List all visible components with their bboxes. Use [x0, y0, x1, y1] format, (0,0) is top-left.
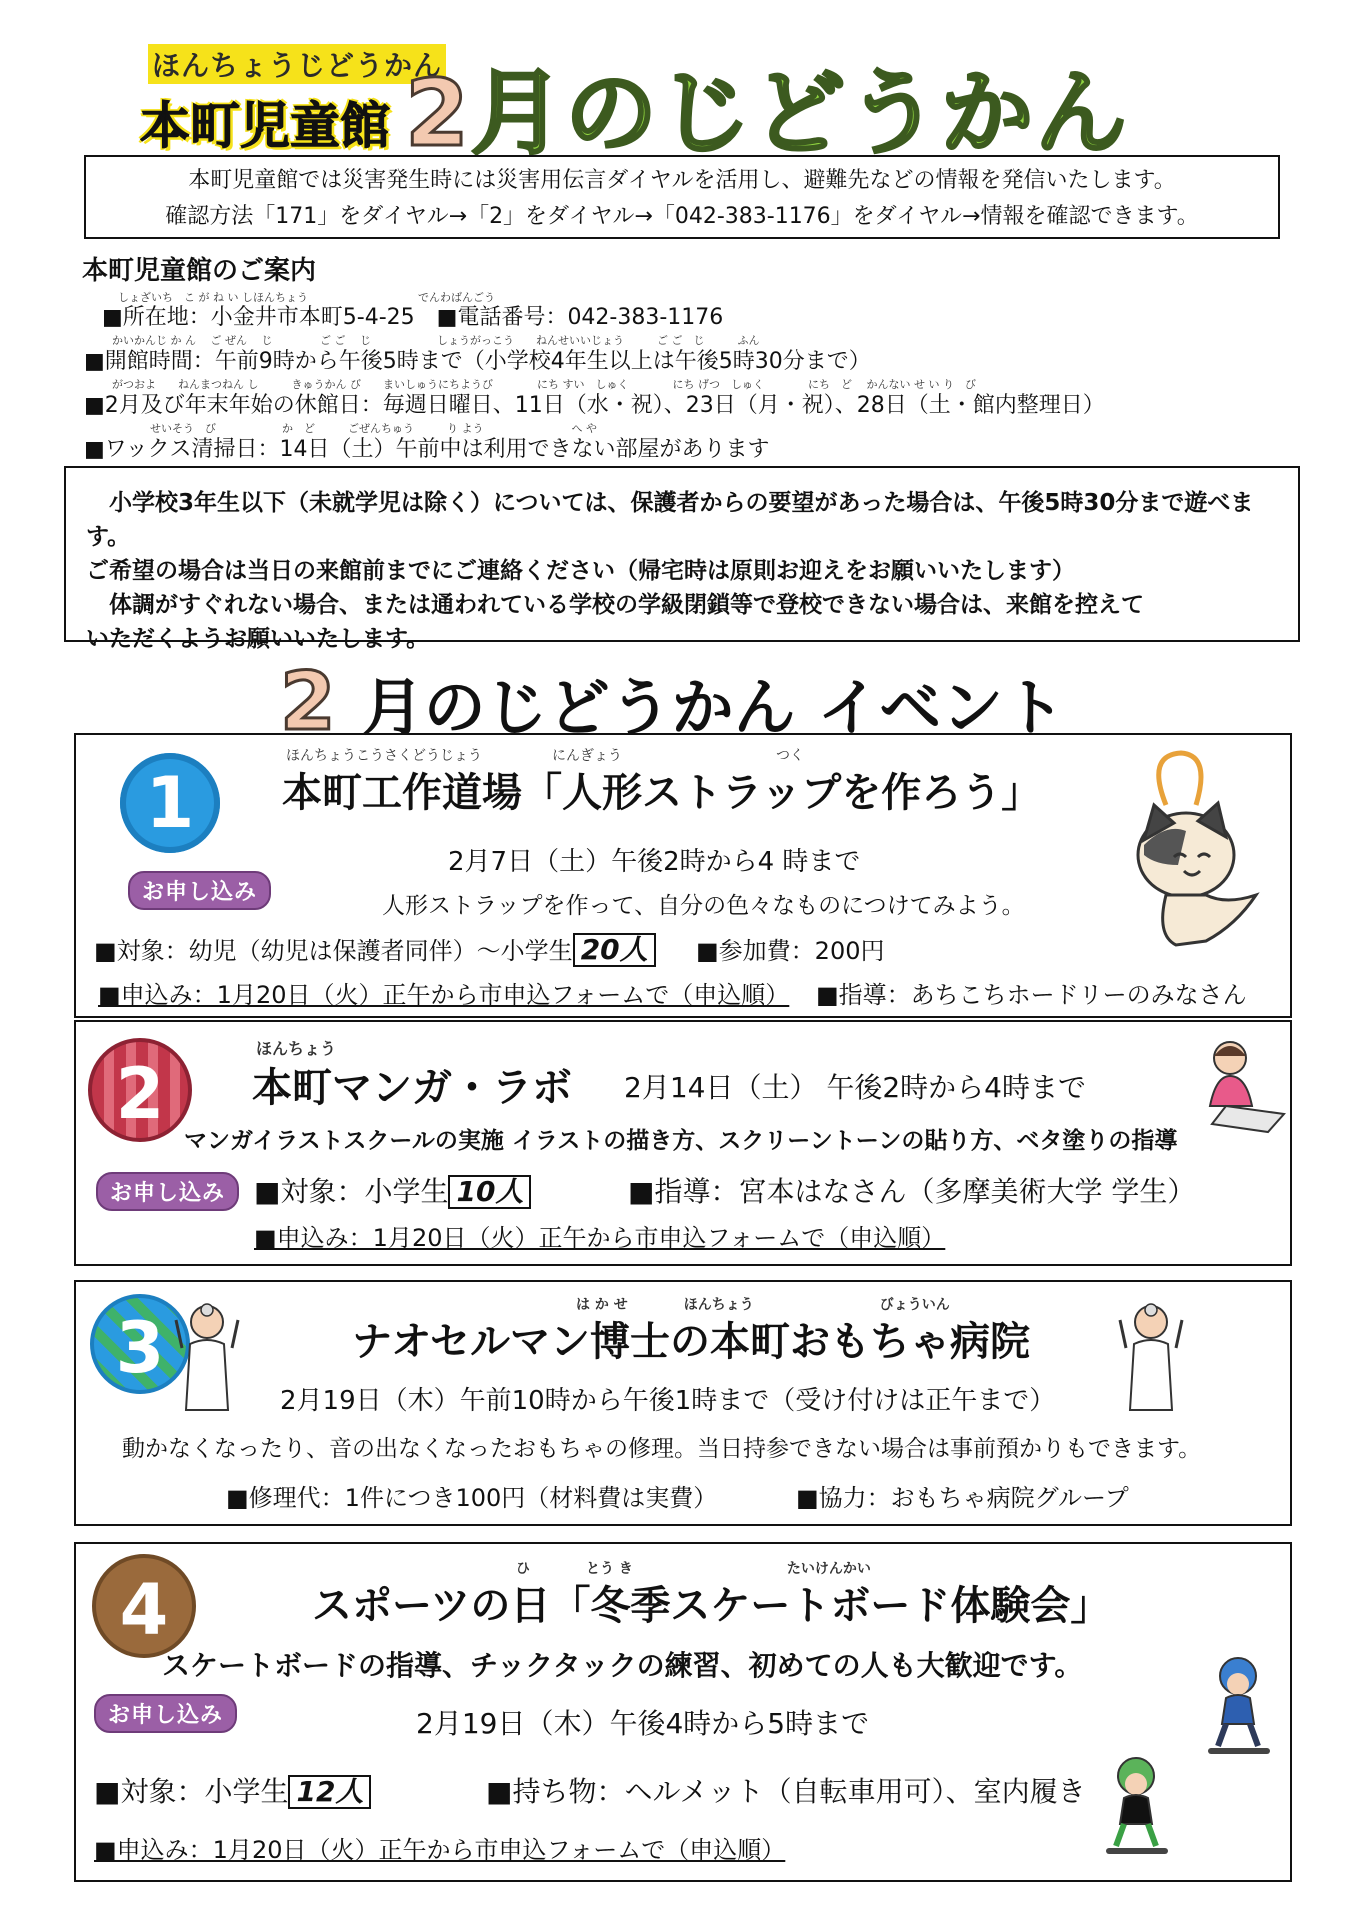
- event-1-title-ruby: ほんちょうこうさくどうじょう にんぎょう つく: [286, 748, 804, 764]
- event-2-box: [74, 1020, 1292, 1266]
- pickup-notice-line3: 体調がすぐれない場合、または通われている学校の学級閉鎖等で登校できない場合は、来館を控えて: [86, 592, 1144, 618]
- info-ruby-3: がつおよ ねんまつねん し きゅうかん び まいしゅうにちようび にち すい しゅく にち げつ しゅく にち ど かんない せ い り び: [112, 378, 976, 391]
- event-3-fee: ■修理代：1件につき100円（材料費は実費）: [226, 1484, 718, 1512]
- event-4-date: 2月19日（木）午後4時から5時まで: [416, 1707, 870, 1740]
- info-title: 本町児童館のご案内: [82, 256, 317, 286]
- page-title: [405, 40, 1129, 172]
- event-1-fee: ■参加費：200円: [696, 937, 885, 965]
- disaster-notice: [84, 155, 1280, 239]
- cat-strap-illustration: [1126, 745, 1276, 955]
- skateboarder-illustration-2: [1096, 1754, 1176, 1864]
- event-1-target: [94, 931, 656, 967]
- event-2-apply-text: ■申込み：1月20日（火）正午から市申込フォームで（申込順）: [254, 1224, 946, 1252]
- info-ruby-1: しょざいち こ が ね い しほんちょう でんわばんごう: [118, 291, 495, 304]
- events-title-text: 月のじどうかん イベント: [361, 671, 1066, 744]
- event-2-apply-badge: お申し込み: [96, 1172, 239, 1211]
- event-4-items: ■持ち物：ヘルメット（自転車用可）、室内履き: [486, 1775, 1086, 1808]
- doctor-illustration-left: [172, 1300, 242, 1420]
- event-2-apply: [254, 1218, 945, 1253]
- event-4-apply-text: ■申込み：1月20日（火）正午から市申込フォームで（申込順）: [94, 1836, 786, 1864]
- event-4-number-icon: 4: [92, 1554, 196, 1658]
- doctor-illustration-right: [1116, 1300, 1186, 1420]
- pickup-notice-line1: 小学校3年生以下（未就学児は除く）については、保護者からの要望があった場合は、午後5時30分まで遊べます。: [86, 490, 1254, 550]
- info-wax-day: ■ワックス清掃日：14日（土）午前中は利用できない部屋があります: [84, 437, 770, 462]
- event-2-guide: ■指導：宮本はなさん（多摩美術大学 学生）: [628, 1175, 1196, 1208]
- event-4-target-label: ■対象：小学生: [94, 1775, 289, 1808]
- event-1-number-icon: 1: [120, 753, 220, 853]
- event-3-number-icon: 3: [90, 1294, 190, 1394]
- pickup-notice: [64, 466, 1300, 652]
- event-4-capacity: 12人: [288, 1775, 371, 1809]
- event-2-target-label: ■対象：小学生: [254, 1175, 449, 1208]
- event-2-title-ruby: ほんちょう: [256, 1039, 337, 1058]
- page-title-number: 2: [405, 60, 472, 167]
- event-4-apply-badge: お申し込み: [94, 1694, 237, 1733]
- event-1-date: 2月7日（土）午後2時から4 時まで: [448, 847, 861, 877]
- disaster-notice-line1: 本町児童館では災害発生時には災害用伝言ダイヤルを活用し、避難先などの情報を発信いたします。: [188, 168, 1176, 193]
- event-2-date: 2月14日（土） 午後2時から4時まで: [624, 1071, 1086, 1104]
- event-1-capacity: 20人: [573, 933, 656, 967]
- event-3-date: 2月19日（木）午前10時から午後1時まで（受け付けは正午まで）: [280, 1386, 1056, 1416]
- event-1-guide: ■指導：あちこちホードリーのみなさん: [816, 981, 1247, 1009]
- pickup-notice-line2: ご希望の場合は当日の来館前までにご連絡ください（帰宅時は原則お迎えをお願いいたします）: [86, 558, 1075, 584]
- manga-artist-illustration: [1196, 1036, 1286, 1136]
- event-3-title: ナオセルマン博士の本町おもちゃ病院: [352, 1319, 1030, 1365]
- event-1-target-label: ■対象：幼児（幼児は保護者同伴）～小学生: [94, 937, 573, 965]
- event-1-box: [74, 733, 1292, 1018]
- event-4-description: スケートボードの指導、チックタックの練習、初めての人も大歓迎です。: [162, 1649, 1083, 1682]
- event-2-target: [254, 1170, 531, 1210]
- event-4-box: [74, 1542, 1292, 1882]
- event-3-title-ruby: は か せ ほんちょう びょういん: [576, 1297, 950, 1313]
- event-1-apply-text: ■申込み：1月20日（火）正午から市申込フォームで（申込順）: [98, 981, 790, 1009]
- events-title-number: 2: [280, 655, 336, 748]
- info-hours: ■開館時間：午前9時から午後5時まで（小学校4年生以上は午後5時30分まで）: [84, 349, 871, 374]
- event-4-apply: [94, 1830, 785, 1865]
- event-1-description: 人形ストラップを作って、自分の色々なものにつけてみよう。: [382, 893, 1025, 919]
- event-1-apply-badge: お申し込み: [128, 871, 271, 910]
- event-2-number-icon: 2: [88, 1038, 192, 1142]
- disaster-notice-line2: 確認方法「171」をダイヤル→「2」をダイヤル→「042-383-1176」をダイヤル→情報を確認できます。: [165, 204, 1199, 229]
- info-address-phone: ■所在地：小金井市本町5-4-25 ■電話番号：042-383-1176: [102, 305, 724, 330]
- pickup-notice-line4: いただくようお願いいたします。: [86, 626, 430, 652]
- event-2-capacity: 10人: [448, 1175, 531, 1209]
- event-3-description: 動かなくなったり、音の出なくなったおもちゃの修理。当日持参できない場合は事前預かりもできます。: [122, 1436, 1202, 1462]
- event-4-title: スポーツの日「冬季スケートボード体験会」: [312, 1583, 1111, 1629]
- info-closed-days: ■2月及び年末年始の休館日：毎週日曜日、11日（水・祝）、23日（月・祝）、28日（土・館内整理日）: [84, 393, 1105, 418]
- event-4-title-ruby: ひ とう き たいけんかい: [516, 1561, 871, 1577]
- logo-main: 本町児童館: [140, 97, 390, 155]
- event-4-target: [94, 1770, 371, 1810]
- event-1-apply: [98, 975, 789, 1010]
- event-2-description: マンガイラストスクールの実施 イラストの描き方、スクリーントーンの貼り方、ベタ塗りの指導: [184, 1128, 1178, 1154]
- info-ruby-4: せいそう び か ど ごぜんちゅう り よう へ や: [150, 422, 597, 435]
- event-3-box: [74, 1280, 1292, 1526]
- page-title-text: 月のじどうかん: [471, 60, 1130, 167]
- info-ruby-2: かいかんじ か ん ご ぜん じ ご ご じ しょうがっこう ねんせいいじょう ご ご じ ふん: [112, 334, 760, 347]
- skateboarder-illustration-1: [1198, 1654, 1278, 1764]
- event-3-cooperation: ■協力：おもちゃ病院グループ: [796, 1484, 1129, 1512]
- event-1-title: 本町工作道場「人形ストラップを作ろう」: [282, 770, 1042, 816]
- logo-ruby: ほんちょうじどうかん: [148, 44, 446, 84]
- event-2-title: 本町マンガ・ラボ: [252, 1065, 572, 1111]
